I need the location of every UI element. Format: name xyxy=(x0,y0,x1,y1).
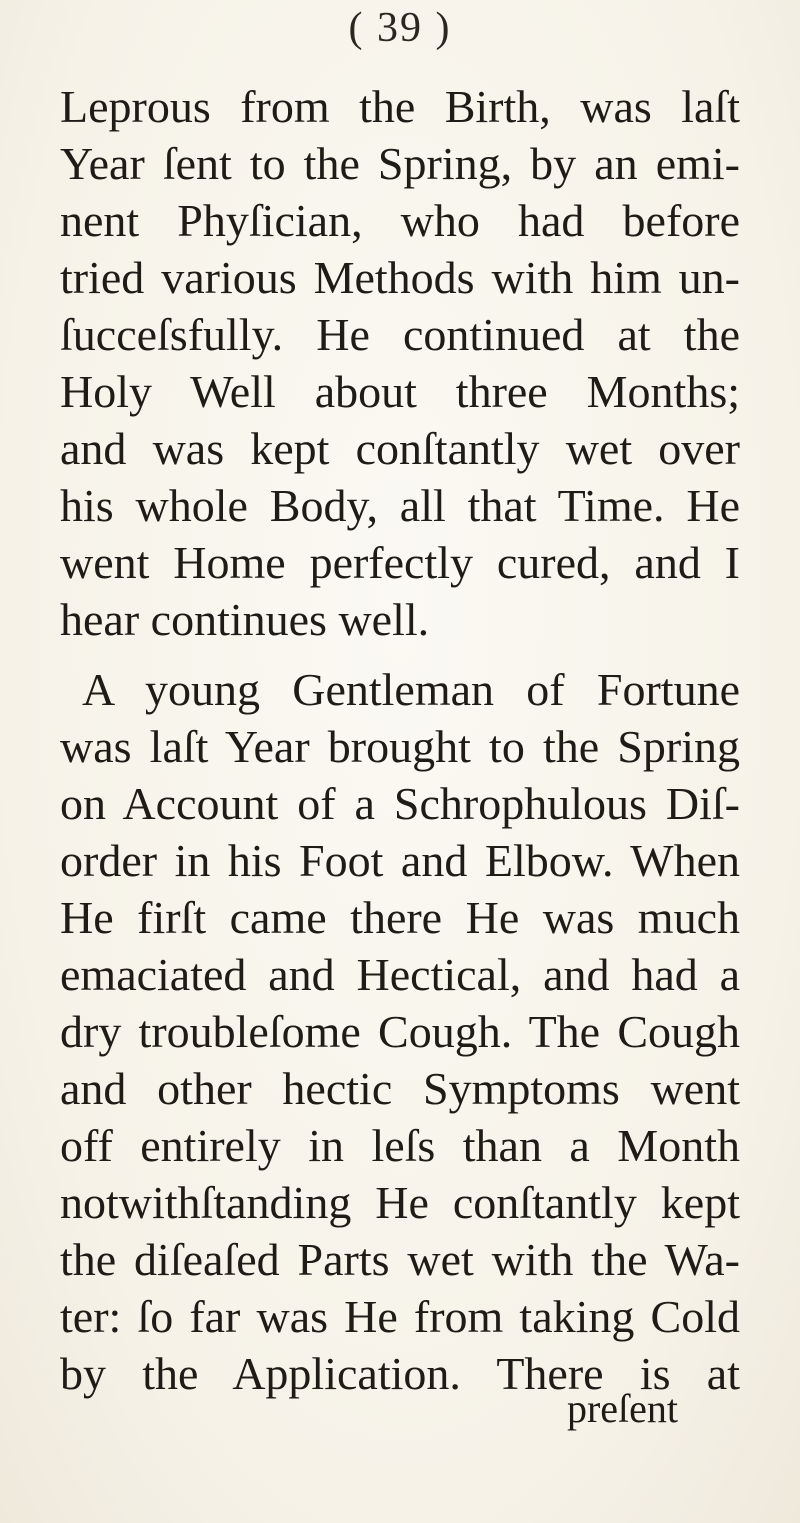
text-line: the diſeaſed Parts wet with the Wa- xyxy=(60,1234,740,1285)
text-line: and other hectic Symptoms went xyxy=(60,1063,740,1114)
text-line: Holy Well about three Months; xyxy=(60,366,740,417)
text-line: his whole Body, all that Time. He xyxy=(60,480,740,531)
text-line: hear continues well. xyxy=(60,594,430,645)
paragraph-young-gentleman xyxy=(60,661,740,1402)
text-line: emaciated and Hectical, and had a xyxy=(60,949,740,1000)
text-line: Leprous from the Birth, was laſt xyxy=(60,81,740,132)
page-number: ( 39 ) xyxy=(348,5,452,51)
text-line: by the Application. There is at xyxy=(60,1348,740,1399)
text-line: tried various Methods with him un- xyxy=(60,252,740,303)
text-line: Year ſent to the Spring, by an emi- xyxy=(60,138,740,189)
text-line: and was kept conſtantly wet over xyxy=(60,423,740,474)
text-line: off entirely in leſs than a Month xyxy=(60,1120,740,1171)
text-line: nent Phyſician, who had before xyxy=(60,195,740,246)
text-line: ter: ſo far was He from taking Cold xyxy=(60,1291,740,1342)
text-line: dry troubleſome Cough. The Cough xyxy=(60,1006,740,1057)
text-line: order in his Foot and Elbow. When xyxy=(60,835,740,886)
text-line: notwithſtanding He conſtantly kept xyxy=(60,1177,740,1228)
text-line: ſucceſsfully. He continued at the xyxy=(60,309,740,360)
text-line: on Account of a Schrophulous Diſ- xyxy=(60,778,740,829)
catchword: preſent xyxy=(566,1386,678,1431)
text-line: A young Gentleman of Fortune xyxy=(82,664,740,715)
text-line: was laſt Year brought to the Spring xyxy=(60,721,740,772)
text-line: went Home perfectly cured, and I xyxy=(60,537,740,588)
text-line: He firſt came there He was much xyxy=(60,892,740,943)
paragraph-leprous-patient xyxy=(60,78,740,648)
